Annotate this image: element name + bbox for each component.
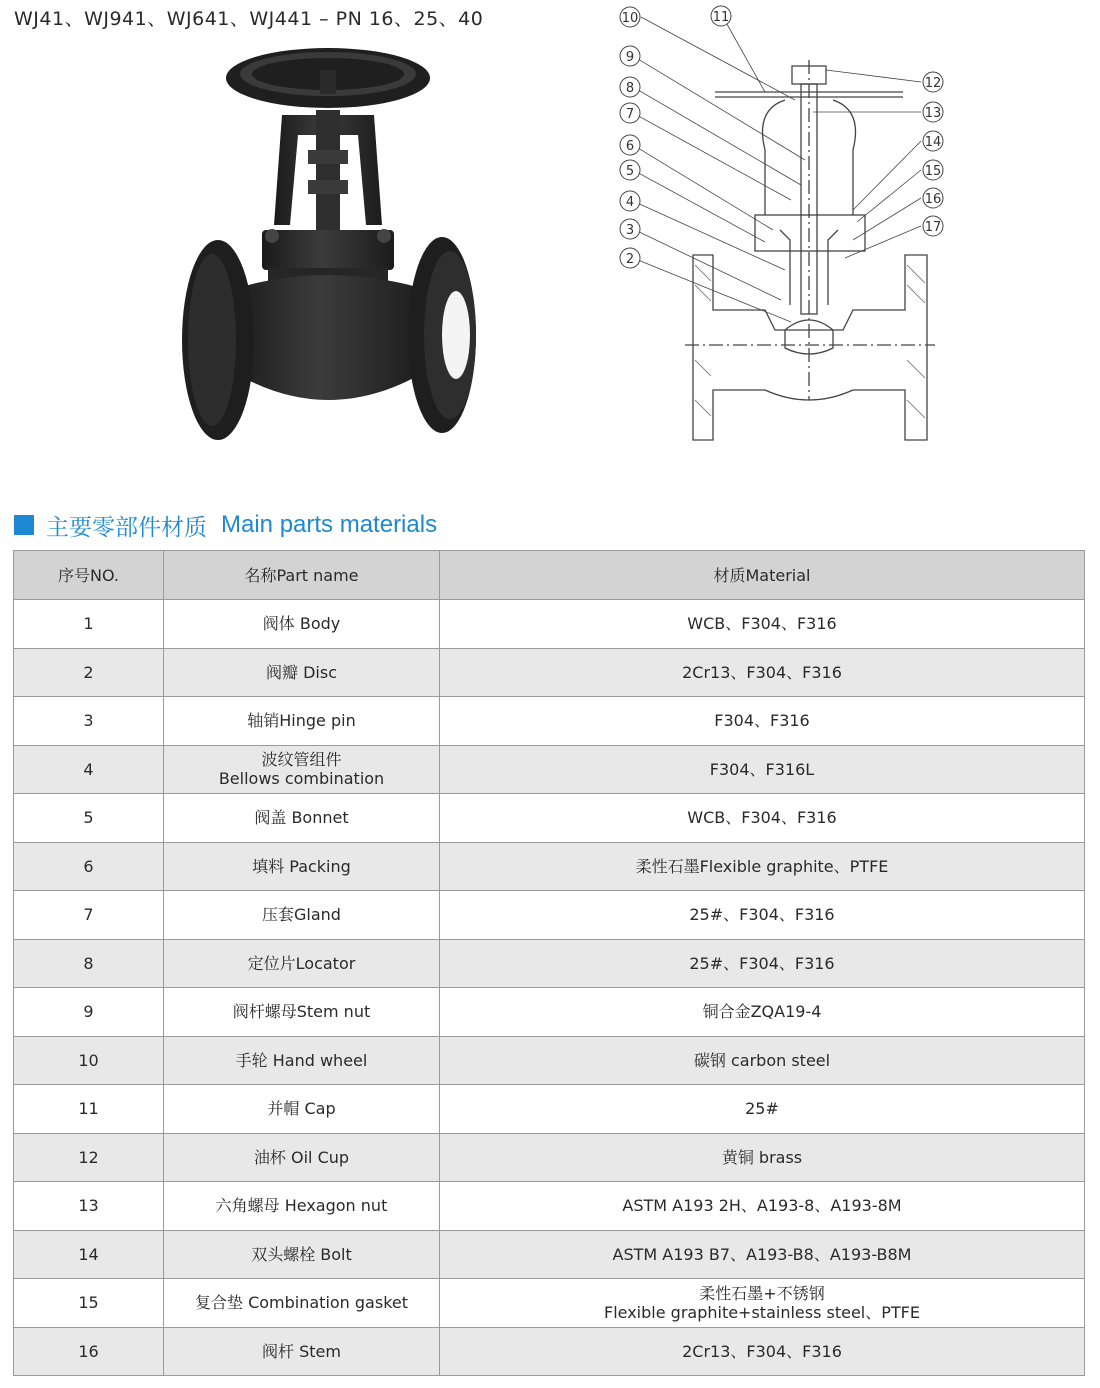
table-row (14, 1085, 1085, 1134)
section-title-cn: 主要零部件材质 (46, 514, 207, 541)
svg-text:11: 11 (712, 10, 730, 25)
callout-15 (923, 160, 943, 180)
cell-material: ASTM A193 B7、A193-B8、A193-B8M (440, 1230, 1085, 1279)
callout-7 (620, 103, 640, 123)
cell-material: ASTM A193 2H、A193-8、A193-8M (440, 1182, 1085, 1231)
table-row (14, 1182, 1085, 1231)
cell-material: 25#、F304、F316 (440, 891, 1085, 940)
svg-text:12: 12 (924, 76, 942, 91)
cell-no: 1 (14, 600, 164, 649)
callout-17 (923, 216, 943, 236)
callout-8 (620, 77, 640, 97)
section-title (14, 508, 437, 542)
cell-part-name: 定位片Locator (164, 939, 440, 988)
table-row (14, 1327, 1085, 1376)
cell-part-name: 阀瓣 Disc (164, 648, 440, 697)
cell-no: 4 (14, 745, 164, 794)
table-row (14, 988, 1085, 1037)
table-row (14, 1279, 1085, 1328)
cell-no: 15 (14, 1279, 164, 1328)
cell-no: 8 (14, 939, 164, 988)
cell-no: 6 (14, 842, 164, 891)
valve-photo (170, 40, 500, 450)
cell-no: 9 (14, 988, 164, 1037)
callout-4 (620, 191, 640, 211)
table-row (14, 939, 1085, 988)
callout-6 (620, 135, 640, 155)
cell-part-name: 压套Gland (164, 891, 440, 940)
header-part-name: 名称Part name (164, 551, 440, 600)
cell-part-name: 六角螺母 Hexagon nut (164, 1182, 440, 1231)
cell-part-name: 阀盖 Bonnet (164, 794, 440, 843)
cell-part-name (164, 745, 440, 794)
table-row (14, 600, 1085, 649)
material-en: Flexible graphite+stainless steel、PTFE (604, 1302, 920, 1322)
cell-part-name: 阀体 Body (164, 600, 440, 649)
part-name-en: Bellows combination (218, 769, 385, 789)
callout-3 (620, 219, 640, 239)
cell-material: 2Cr13、F304、F316 (440, 1327, 1085, 1376)
cell-part-name: 手轮 Hand wheel (164, 1036, 440, 1085)
svg-text:10: 10 (621, 11, 639, 26)
cell-material: 黄铜 brass (440, 1133, 1085, 1182)
cell-part-name: 阀杆螺母Stem nut (164, 988, 440, 1037)
table-row (14, 1036, 1085, 1085)
table-row (14, 745, 1085, 794)
svg-text:17: 17 (924, 220, 942, 235)
cell-part-name: 复合垫 Combination gasket (164, 1279, 440, 1328)
svg-text:9: 9 (625, 50, 635, 65)
svg-text:8: 8 (625, 81, 635, 96)
valve-section-diagram (605, 0, 965, 450)
materials-table (13, 550, 1085, 1376)
svg-text:14: 14 (924, 135, 942, 150)
cell-part-name: 阀杆 Stem (164, 1327, 440, 1376)
table-row (14, 794, 1085, 843)
section-marker-icon (14, 515, 34, 535)
table-row (14, 1133, 1085, 1182)
header-material: 材质Material (440, 551, 1085, 600)
svg-text:2: 2 (625, 252, 635, 267)
cell-part-name: 油杯 Oil Cup (164, 1133, 440, 1182)
svg-text:13: 13 (924, 106, 942, 121)
table-header-row (14, 551, 1085, 600)
cell-part-name: 填料 Packing (164, 842, 440, 891)
cell-material: 25# (440, 1085, 1085, 1134)
cell-no: 16 (14, 1327, 164, 1376)
table-row (14, 842, 1085, 891)
callout-12 (923, 72, 943, 92)
cell-no: 13 (14, 1182, 164, 1231)
model-title: WJ41、WJ941、WJ641、WJ441 – PN 16、25、40 (14, 8, 484, 30)
callout-5 (620, 160, 640, 180)
cell-no: 12 (14, 1133, 164, 1182)
cell-material: WCB、F304、F316 (440, 794, 1085, 843)
cell-no: 10 (14, 1036, 164, 1085)
section-title-en: Main parts materials (221, 511, 438, 538)
header-no: 序号NO. (14, 551, 164, 600)
cell-material: F304、F316 (440, 697, 1085, 746)
cell-material: WCB、F304、F316 (440, 600, 1085, 649)
callout-13 (923, 102, 943, 122)
svg-text:15: 15 (924, 164, 942, 179)
cell-material: 2Cr13、F304、F316 (440, 648, 1085, 697)
table-row (14, 1230, 1085, 1279)
cell-part-name: 并帽 Cap (164, 1085, 440, 1134)
callout-14 (923, 131, 943, 151)
callout-11 (711, 6, 731, 26)
callout-9 (620, 46, 640, 66)
table-row (14, 697, 1085, 746)
cell-no: 3 (14, 697, 164, 746)
cell-no: 11 (14, 1085, 164, 1134)
callout-2 (620, 248, 640, 268)
cell-no: 7 (14, 891, 164, 940)
cell-no: 2 (14, 648, 164, 697)
table-row (14, 891, 1085, 940)
svg-text:5: 5 (625, 164, 635, 179)
svg-text:7: 7 (625, 107, 635, 122)
svg-text:6: 6 (625, 139, 635, 154)
cell-part-name: 轴销Hinge pin (164, 697, 440, 746)
cell-material: 25#、F304、F316 (440, 939, 1085, 988)
cell-material: 铜合金ZQA19-4 (440, 988, 1085, 1037)
material-cn: 柔性石墨+不锈钢 (699, 1283, 825, 1303)
cell-part-name: 双头螺栓 Bolt (164, 1230, 440, 1279)
cell-material (440, 1279, 1085, 1328)
part-name-cn: 波纹管组件 (261, 750, 342, 770)
cell-material: 碳钢 carbon steel (440, 1036, 1085, 1085)
cell-material: 柔性石墨Flexible graphite、PTFE (440, 842, 1085, 891)
callout-10 (620, 7, 640, 27)
table-row (14, 648, 1085, 697)
cell-no: 14 (14, 1230, 164, 1279)
svg-text:16: 16 (924, 192, 942, 207)
svg-text:3: 3 (625, 223, 635, 238)
callout-16 (923, 188, 943, 208)
cell-material: F304、F316L (440, 745, 1085, 794)
svg-text:4: 4 (625, 195, 635, 210)
cell-no: 5 (14, 794, 164, 843)
